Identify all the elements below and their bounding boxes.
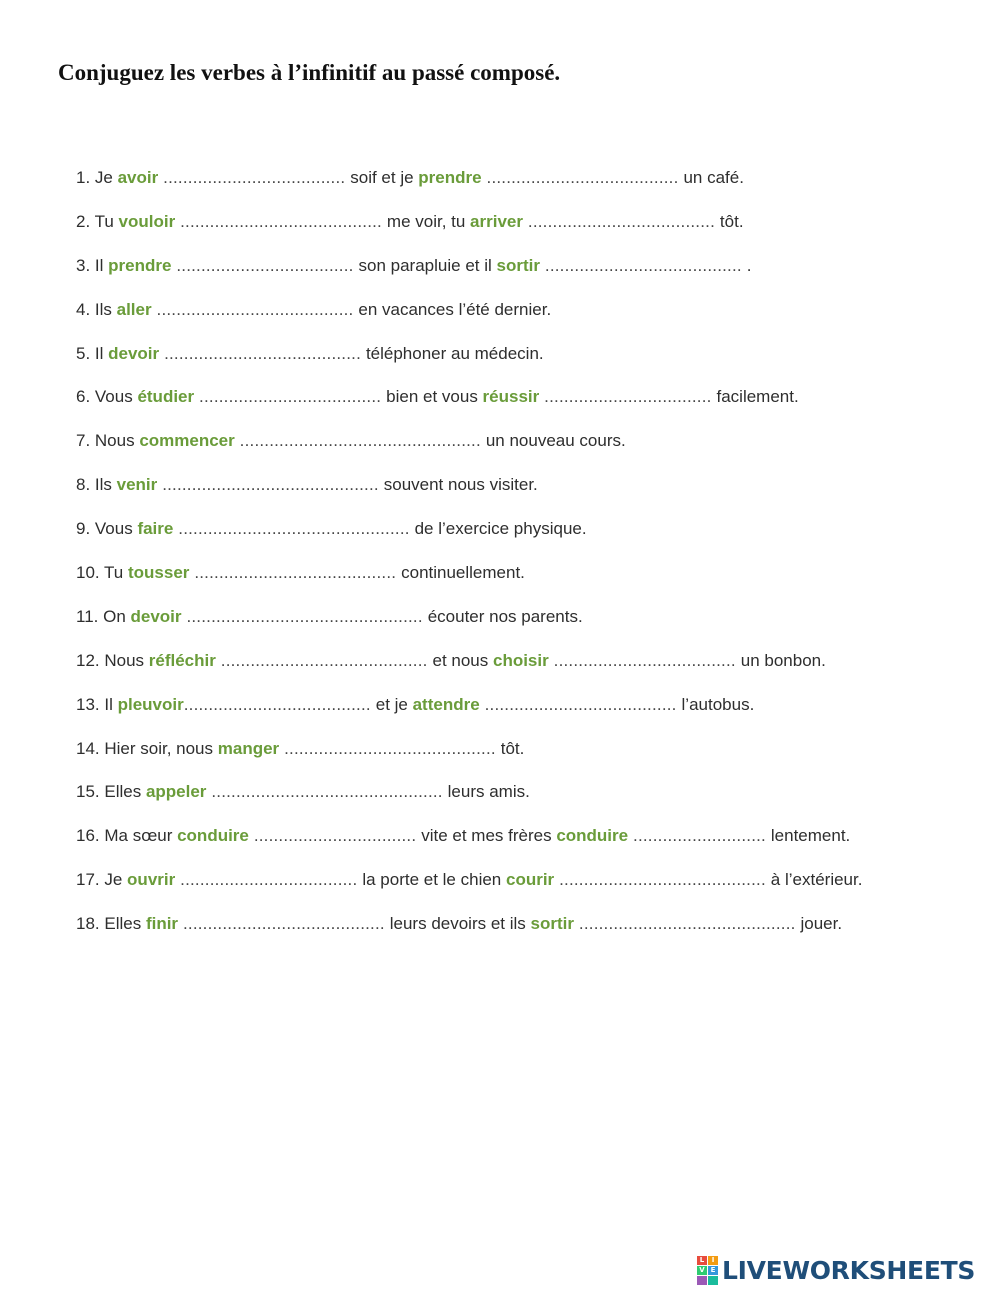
logo-tile: E (708, 1266, 718, 1275)
answer-blank[interactable]: ........................................ (159, 343, 366, 363)
sentence-text: 13. Il (76, 694, 118, 714)
logo-tile (697, 1276, 707, 1285)
answer-blank[interactable]: .......................................... (554, 870, 771, 890)
exercise-line-7 (76, 428, 976, 472)
infinitive-verb: devoir (108, 343, 160, 363)
logo-tile (708, 1276, 718, 1285)
sentence-text: facilement. (716, 387, 799, 407)
infinitive-verb: manger (217, 738, 280, 758)
liveworksheets-logo (697, 1255, 975, 1285)
sentence-text: 10. Tu (76, 563, 128, 583)
infinitive-verb: faire (137, 519, 174, 539)
exercise-line-4 (76, 297, 976, 341)
sentence-text: me voir, tu (386, 211, 471, 231)
infinitive-verb: aller (116, 299, 152, 319)
sentence-text: jouer. (800, 914, 843, 934)
answer-blank[interactable]: ........................... (628, 826, 771, 846)
worksheet-title: Conjuguez les verbes à l’infinitif au passé composé. (58, 60, 561, 85)
sentence-text: leurs devoirs et ils (389, 914, 531, 934)
exercise-line-6 (76, 384, 976, 428)
infinitive-verb: conduire (556, 826, 629, 846)
infinitive-verb: pleuvoir (117, 694, 184, 714)
answer-blank[interactable]: ....................................... (481, 168, 684, 187)
exercise-line-1 (76, 165, 976, 209)
sentence-text: 3. Il (76, 255, 109, 275)
sentence-text: un nouveau cours. (485, 431, 626, 451)
sentence-text: de l’exercice physique. (414, 519, 587, 539)
exercise-line-17 (76, 867, 976, 911)
exercise-line-2 (76, 209, 976, 253)
answer-blank[interactable]: ......................................... (175, 211, 387, 231)
answer-blank[interactable]: .................................... (171, 255, 359, 275)
sentence-text: et nous (432, 650, 493, 670)
exercise-line-9 (76, 516, 976, 560)
infinitive-verb: attendre (412, 694, 480, 714)
answer-blank[interactable]: ...................................... (522, 211, 720, 231)
infinitive-verb: appeler (145, 782, 207, 802)
exercise-line-18 (76, 911, 976, 955)
exercise-list (76, 165, 976, 955)
exercise-line-11 (76, 604, 976, 648)
sentence-text: 14. Hier soir, nous (76, 738, 218, 758)
sentence-text: téléphoner au médecin. (365, 343, 544, 363)
sentence-text: lentement. (770, 826, 851, 846)
answer-blank[interactable]: ............................................ (574, 914, 801, 934)
infinitive-verb: tousser (127, 563, 190, 583)
answer-blank[interactable]: .................................. (539, 387, 717, 407)
answer-blank[interactable]: ...................................... (183, 694, 376, 714)
infinitive-verb: réfléchir (148, 650, 216, 670)
infinitive-verb: arriver (470, 211, 523, 231)
sentence-text: la porte et le chien (362, 870, 506, 890)
exercise-line-15 (76, 779, 976, 823)
sentence-text: 4. Ils (76, 299, 117, 319)
answer-blank[interactable]: ..................................... (158, 168, 351, 187)
answer-blank[interactable]: ............................................... (173, 519, 415, 539)
infinitive-verb: sortir (530, 914, 574, 934)
sentence-text: soif et je (350, 168, 419, 187)
answer-blank[interactable]: ........................................ (151, 299, 359, 319)
sentence-text: 18. Elles (76, 914, 146, 934)
sentence-text: 5. Il (76, 343, 109, 363)
infinitive-verb: prendre (108, 255, 172, 275)
exercise-line-16 (76, 823, 976, 867)
answer-blank[interactable]: ........................................... (279, 738, 501, 758)
sentence-text: 6. Vous (76, 387, 138, 407)
sentence-text: 11. On (76, 606, 131, 626)
infinitive-verb: prendre (418, 168, 482, 187)
sentence-text: . (746, 255, 752, 275)
sentence-text: 15. Elles (76, 782, 146, 802)
exercise-line-8 (76, 472, 976, 516)
sentence-text: et je (375, 694, 413, 714)
answer-blank[interactable]: ..................................... (548, 650, 741, 670)
sentence-text: 7. Nous (76, 431, 140, 451)
sentence-text: 12. Nous (76, 650, 149, 670)
sentence-text: un bonbon. (740, 650, 826, 670)
exercise-line-12 (76, 648, 976, 692)
answer-blank[interactable]: .................................... (175, 870, 363, 890)
sentence-text: tôt. (500, 738, 525, 758)
logo-tile: V (697, 1266, 707, 1275)
sentence-text: souvent nous visiter. (383, 475, 538, 495)
sentence-text: bien et vous (386, 387, 483, 407)
infinitive-verb: vouloir (118, 211, 176, 231)
sentence-text: 9. Vous (76, 519, 138, 539)
sentence-text: vite et mes frères (421, 826, 557, 846)
answer-blank[interactable]: ............................................ (157, 475, 384, 495)
exercise-line-10 (76, 560, 976, 604)
infinitive-verb: avoir (117, 168, 159, 187)
sentence-text: en vacances l’été dernier. (358, 299, 552, 319)
sentence-text: son parapluie et il (358, 255, 497, 275)
answer-blank[interactable]: ............................................... (206, 782, 448, 802)
sentence-text: continuellement. (401, 563, 525, 583)
sentence-text: tôt. (719, 211, 744, 231)
infinitive-verb: devoir (130, 606, 182, 626)
sentence-text: 2. Tu (76, 211, 119, 231)
infinitive-verb: sortir (496, 255, 540, 275)
exercise-line-14 (76, 736, 976, 780)
infinitive-verb: courir (505, 870, 555, 890)
answer-blank[interactable]: ......................................... (178, 914, 390, 934)
liveworksheets-logo-icon (697, 1256, 718, 1285)
answer-blank[interactable]: ................................................ (181, 606, 428, 626)
infinitive-verb: choisir (492, 650, 549, 670)
sentence-text: l’autobus. (681, 694, 755, 714)
answer-blank[interactable]: ..................................... (194, 387, 387, 407)
sentence-text: un café. (683, 168, 744, 187)
sentence-text: leurs amis. (447, 782, 530, 802)
infinitive-verb: conduire (177, 826, 249, 846)
sentence-text: 16. Ma sœur (76, 826, 178, 846)
answer-blank[interactable]: ....................................... (479, 694, 682, 714)
logo-text: LIVEWORKSHEETS (722, 1255, 976, 1285)
sentence-text: écouter nos parents. (427, 606, 583, 626)
answer-blank[interactable]: .......................................... (215, 650, 433, 670)
sentence-text: à l’extérieur. (770, 870, 863, 890)
exercise-line-3 (76, 253, 976, 297)
infinitive-verb: étudier (137, 387, 195, 407)
answer-blank[interactable]: ......................................... (189, 563, 402, 583)
sentence-text: 17. Je (76, 870, 128, 890)
sentence-text: 1. Je (76, 168, 118, 187)
answer-blank[interactable]: ........................................ (539, 255, 747, 275)
infinitive-verb: réussir (482, 387, 540, 407)
logo-tile: I (708, 1256, 718, 1265)
answer-blank[interactable]: ................................. (248, 826, 422, 846)
infinitive-verb: ouvrir (127, 870, 176, 890)
exercise-line-5 (76, 341, 976, 385)
logo-tile: L (697, 1256, 707, 1265)
infinitive-verb: commencer (139, 431, 235, 451)
infinitive-verb: finir (145, 914, 179, 934)
answer-blank[interactable]: ................................................. (234, 431, 486, 451)
infinitive-verb: venir (116, 475, 158, 495)
exercise-line-13 (76, 692, 976, 736)
sentence-text: 8. Ils (76, 475, 117, 495)
